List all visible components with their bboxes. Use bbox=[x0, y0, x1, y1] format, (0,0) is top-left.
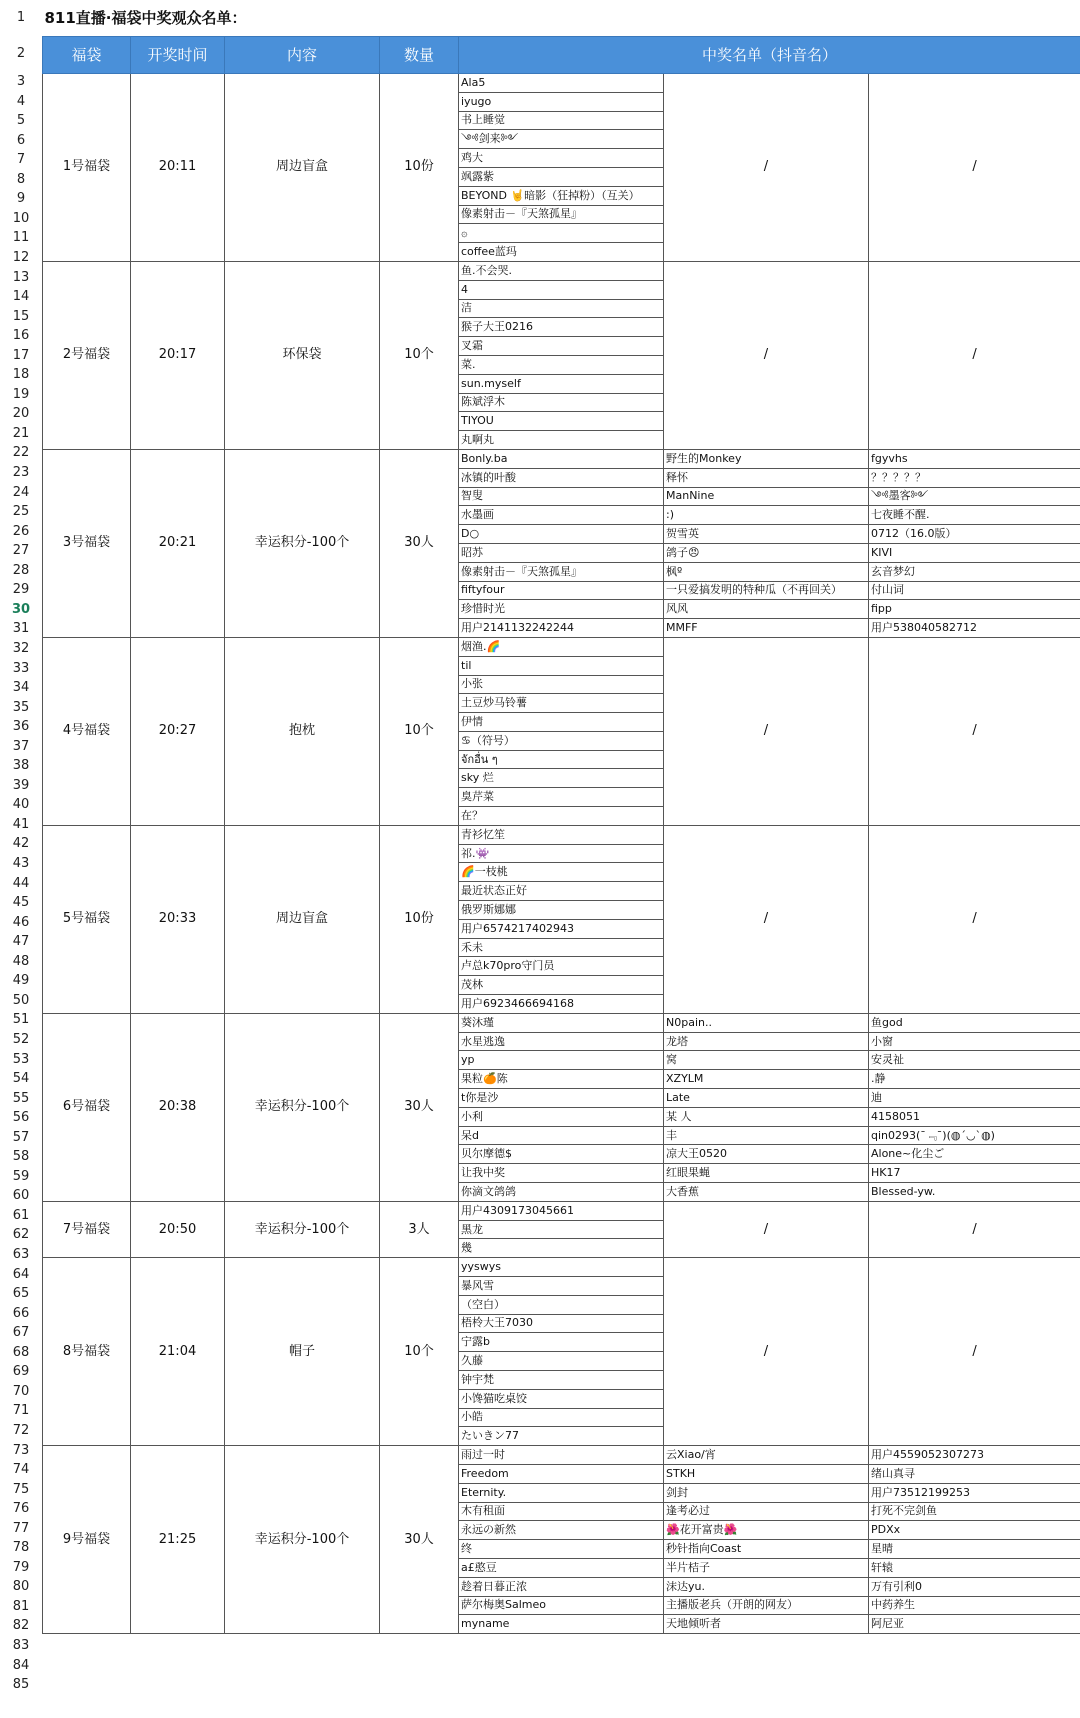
winner-name-cell[interactable]: 小馋猫吃桌饺 bbox=[459, 1389, 664, 1408]
row-number[interactable]: 59 bbox=[12, 1168, 30, 1184]
winner-name-cell[interactable]: 幾 bbox=[459, 1239, 664, 1258]
row-number[interactable]: 17 bbox=[12, 347, 30, 363]
row-number[interactable]: 40 bbox=[12, 797, 30, 813]
row-number[interactable]: 78 bbox=[12, 1540, 30, 1556]
winner-name-cell[interactable]: 陈斌浮木 bbox=[459, 393, 664, 412]
winner-name-cell[interactable]: 你滴文鸽鸽 bbox=[459, 1183, 664, 1202]
row-number[interactable]: 47 bbox=[12, 934, 30, 950]
winner-name-cell[interactable]: 烟渔.🌈 bbox=[459, 637, 664, 656]
content-cell[interactable]: 周边盲盒 bbox=[225, 825, 380, 1013]
content-cell[interactable]: 周边盲盒 bbox=[225, 74, 380, 262]
empty-winner-column-cell[interactable]: / bbox=[664, 825, 869, 1013]
row-number[interactable]: 58 bbox=[12, 1149, 30, 1165]
winner-name-cell[interactable]: sky 烂 bbox=[459, 769, 664, 788]
winner-name-cell[interactable]: 鸡大 bbox=[459, 149, 664, 168]
winner-name-cell[interactable]: 鱼.不会哭. bbox=[459, 261, 664, 280]
winner-name-cell[interactable]: ManNine bbox=[664, 487, 869, 506]
winner-name-cell[interactable]: 🌺花开富贵🌺 bbox=[664, 1521, 869, 1540]
row-number[interactable]: 65 bbox=[12, 1286, 30, 1302]
winner-name-cell[interactable]: 逢考必过 bbox=[664, 1502, 869, 1521]
row-number[interactable]: 2 bbox=[16, 46, 26, 61]
winner-name-cell[interactable]: ۞ bbox=[459, 224, 664, 243]
content-cell[interactable]: 幸运积分-100个 bbox=[225, 449, 380, 637]
header-bag[interactable]: 福袋 bbox=[43, 37, 131, 74]
qty-cell[interactable]: 10份 bbox=[380, 74, 459, 262]
bag-cell[interactable]: 8号福袋 bbox=[43, 1258, 131, 1446]
row-number[interactable]: 46 bbox=[12, 914, 30, 930]
row-number[interactable]: 19 bbox=[12, 386, 30, 402]
sheet-title[interactable]: 811直播·福袋中奖观众名单： bbox=[44, 9, 247, 27]
winner-name-cell[interactable]: 0712（16.0版） bbox=[869, 525, 1080, 544]
time-cell[interactable]: 21:25 bbox=[131, 1446, 225, 1634]
row-number[interactable]: 53 bbox=[12, 1051, 30, 1067]
winner-name-cell[interactable]: 珍惜时光 bbox=[459, 600, 664, 619]
table-row bbox=[43, 449, 1080, 468]
winner-name-cell[interactable]: 鱼god bbox=[869, 1013, 1080, 1032]
row-number[interactable]: 77 bbox=[12, 1520, 30, 1536]
winner-name-cell[interactable]: 小窗 bbox=[869, 1032, 1080, 1051]
row-number[interactable]: 71 bbox=[12, 1403, 30, 1419]
row-number[interactable]: 15 bbox=[12, 308, 30, 324]
winner-name-cell[interactable]: 玄音梦幻 bbox=[869, 562, 1080, 581]
winner-name-cell[interactable]: 茂林 bbox=[459, 976, 664, 995]
winner-name-cell[interactable]: 趁着日暮正浓 bbox=[459, 1577, 664, 1596]
row-number[interactable]: 26 bbox=[12, 523, 30, 539]
winner-name-cell[interactable]: sun.myself bbox=[459, 374, 664, 393]
empty-winner-column-cell[interactable]: / bbox=[869, 1258, 1080, 1446]
winner-name-cell[interactable]: 臭芹菜 bbox=[459, 788, 664, 807]
winner-name-cell[interactable]: 丸啊丸 bbox=[459, 431, 664, 450]
row-number[interactable]: 8 bbox=[16, 171, 26, 187]
winner-name-cell[interactable]: 龙塔 bbox=[664, 1032, 869, 1051]
qty-cell[interactable]: 3人 bbox=[380, 1201, 459, 1257]
winner-name-cell[interactable]: 🌈一枝桃 bbox=[459, 863, 664, 882]
winner-name-cell[interactable]: ♋（符号） bbox=[459, 731, 664, 750]
winner-name-cell[interactable]: 书上睡觉 bbox=[459, 111, 664, 130]
winner-name-cell[interactable]: 主播版老兵（开朗的网友） bbox=[664, 1596, 869, 1615]
winner-name-cell[interactable]: จักอื่น ๆ bbox=[459, 750, 664, 769]
time-cell[interactable]: 20:11 bbox=[131, 74, 225, 262]
row-number[interactable]: 42 bbox=[12, 836, 30, 852]
row-number[interactable]: 49 bbox=[12, 973, 30, 989]
row-number[interactable]: 3 bbox=[16, 74, 26, 89]
winner-name-cell[interactable]: fgyvhs bbox=[869, 449, 1080, 468]
winner-name-cell[interactable]: 祁.👾 bbox=[459, 844, 664, 863]
row-number[interactable]: 27 bbox=[12, 543, 30, 559]
winner-name-cell[interactable]: 雨过一时 bbox=[459, 1446, 664, 1465]
winner-name-cell[interactable]: 打死不完剑鱼 bbox=[869, 1502, 1080, 1521]
row-number[interactable]: 34 bbox=[12, 680, 30, 696]
winner-name-cell[interactable]: 果粒🍊陈 bbox=[459, 1070, 664, 1089]
row-number[interactable]: 23 bbox=[12, 465, 30, 480]
winner-name-cell[interactable]: 昭苏 bbox=[459, 543, 664, 562]
empty-winner-column-cell[interactable]: / bbox=[664, 1201, 869, 1257]
empty-winner-column-cell[interactable]: / bbox=[664, 74, 869, 262]
empty-winner-column-cell[interactable]: / bbox=[869, 825, 1080, 1013]
row-number[interactable]: 45 bbox=[12, 895, 30, 911]
winner-name-cell[interactable]: 小皓 bbox=[459, 1408, 664, 1427]
row-number[interactable]: 62 bbox=[12, 1227, 30, 1243]
header-winners[interactable]: 中奖名单（抖音名） bbox=[459, 37, 1080, 74]
row-number[interactable]: 13 bbox=[12, 269, 30, 285]
winner-name-cell[interactable]: Blessed-yw. bbox=[869, 1183, 1080, 1202]
time-cell[interactable]: 20:50 bbox=[131, 1201, 225, 1257]
winner-name-cell[interactable]: 沫达yu. bbox=[664, 1577, 869, 1596]
winner-name-cell[interactable]: 让我中奖 bbox=[459, 1164, 664, 1183]
winner-name-cell[interactable]: たいきン77 bbox=[459, 1427, 664, 1446]
row-number[interactable]: 28 bbox=[12, 562, 30, 578]
qty-cell[interactable]: 10个 bbox=[380, 261, 459, 449]
row-number[interactable]: 69 bbox=[12, 1364, 30, 1380]
row-number[interactable]: 57 bbox=[12, 1129, 30, 1145]
table-row bbox=[43, 1201, 1080, 1220]
winner-name-cell[interactable]: 贺雪英 bbox=[664, 525, 869, 544]
winner-name-cell[interactable]: 洁 bbox=[459, 299, 664, 318]
winner-name-cell[interactable]: 智叟 bbox=[459, 487, 664, 506]
winner-name-cell[interactable]: 某 人 bbox=[664, 1107, 869, 1126]
winner-name-cell[interactable]: 用户4559052307273 bbox=[869, 1446, 1080, 1465]
row-number[interactable]: 48 bbox=[12, 953, 30, 969]
table-row bbox=[43, 74, 1080, 93]
winner-name-cell[interactable]: 梧柃大王7030 bbox=[459, 1314, 664, 1333]
row-number[interactable]: 39 bbox=[12, 777, 30, 793]
empty-winner-column-cell[interactable]: / bbox=[869, 261, 1080, 449]
row-number[interactable]: 81 bbox=[12, 1598, 30, 1614]
content-cell[interactable]: 幸运积分-100个 bbox=[225, 1013, 380, 1201]
winner-name-cell[interactable]: 一只爱搞发明的特种瓜（不再回关） bbox=[664, 581, 869, 600]
winner-name-cell[interactable]: 呆d bbox=[459, 1126, 664, 1145]
row-number[interactable]: 82 bbox=[12, 1618, 30, 1634]
winner-name-cell[interactable]: 黑龙 bbox=[459, 1220, 664, 1239]
qty-cell[interactable]: 30人 bbox=[380, 1013, 459, 1201]
winner-name-cell[interactable]: ༺剑来༻ bbox=[459, 130, 664, 149]
row-number[interactable]: 74 bbox=[12, 1462, 30, 1478]
winner-name-cell[interactable]: 丰 bbox=[664, 1126, 869, 1145]
winner-name-cell[interactable]: 星晴 bbox=[869, 1540, 1080, 1559]
content-cell[interactable]: 环保袋 bbox=[225, 261, 380, 449]
row-number[interactable]: 61 bbox=[12, 1207, 30, 1223]
winner-name-cell[interactable]: a£憨豆 bbox=[459, 1558, 664, 1577]
winner-name-cell[interactable]: 凉大王0520 bbox=[664, 1145, 869, 1164]
winner-name-cell[interactable]: 用户6574217402943 bbox=[459, 919, 664, 938]
row-number[interactable]: 54 bbox=[12, 1071, 30, 1087]
row-number[interactable]: 4 bbox=[16, 93, 26, 109]
winner-name-cell[interactable]: 土豆炒马铃薯 bbox=[459, 694, 664, 713]
winner-name-cell[interactable]: 用户6923466694168 bbox=[459, 995, 664, 1014]
bag-cell[interactable]: 2号福袋 bbox=[43, 261, 131, 449]
winner-name-cell[interactable]: 猴子大王0216 bbox=[459, 318, 664, 337]
winner-name-cell[interactable]: :) bbox=[664, 506, 869, 525]
row-number[interactable]: 11 bbox=[12, 230, 30, 246]
winner-name-cell[interactable]: 用户2141132242244 bbox=[459, 619, 664, 638]
row-number[interactable]: 76 bbox=[12, 1501, 30, 1517]
content-cell[interactable]: 幸运积分-100个 bbox=[225, 1201, 380, 1257]
winner-name-cell[interactable]: iyugo bbox=[459, 92, 664, 111]
winner-name-cell[interactable]: KIVI bbox=[869, 543, 1080, 562]
winner-name-cell[interactable]: 半片桔子 bbox=[664, 1558, 869, 1577]
qty-cell[interactable]: 30人 bbox=[380, 449, 459, 637]
row-number[interactable]: 80 bbox=[12, 1579, 30, 1595]
row-number[interactable]: 35 bbox=[12, 699, 30, 715]
winner-name-cell[interactable]: TIYOU bbox=[459, 412, 664, 431]
winner-name-cell[interactable]: coffee蓝玛 bbox=[459, 243, 664, 262]
winner-name-cell[interactable]: 云Xiao/宵 bbox=[664, 1446, 869, 1465]
winner-name-cell[interactable]: 终 bbox=[459, 1540, 664, 1559]
winner-name-cell[interactable]: t你是沙 bbox=[459, 1089, 664, 1108]
table-row bbox=[43, 1258, 1080, 1277]
row-number[interactable]: 64 bbox=[12, 1266, 30, 1282]
winner-name-cell[interactable]: 在？ bbox=[459, 807, 664, 826]
row-number[interactable]: 51 bbox=[12, 1012, 30, 1028]
row-number[interactable]: 1 bbox=[16, 10, 26, 25]
qty-cell[interactable]: 10个 bbox=[380, 1258, 459, 1446]
winner-name-cell[interactable]: 萨尔梅奥Salmeo bbox=[459, 1596, 664, 1615]
winner-name-cell[interactable]: 枫º bbox=[664, 562, 869, 581]
winner-name-cell[interactable]: N0pain.. bbox=[664, 1013, 869, 1032]
row-number[interactable]: 41 bbox=[12, 816, 30, 832]
winner-name-cell[interactable]: 禾未 bbox=[459, 938, 664, 957]
qty-cell[interactable]: 10份 bbox=[380, 825, 459, 1013]
row-number[interactable]: 36 bbox=[12, 719, 30, 735]
table-row bbox=[43, 637, 1080, 656]
row-number[interactable]: 16 bbox=[12, 328, 30, 344]
winner-name-cell[interactable]: Eternity. bbox=[459, 1483, 664, 1502]
row-number[interactable]: 29 bbox=[12, 582, 30, 598]
row-number[interactable]: 30 bbox=[11, 601, 31, 617]
winner-name-cell[interactable]: 最近状态正好 bbox=[459, 882, 664, 901]
header-row bbox=[43, 37, 1080, 74]
winner-name-cell[interactable]: 迪 bbox=[869, 1089, 1080, 1108]
row-number[interactable]: 20 bbox=[12, 406, 30, 422]
winner-name-cell[interactable]: 安灵祉 bbox=[869, 1051, 1080, 1070]
winner-name-cell[interactable]: D○ bbox=[459, 525, 664, 544]
winner-name-cell[interactable]: STKH bbox=[664, 1464, 869, 1483]
time-cell[interactable]: 20:38 bbox=[131, 1013, 225, 1201]
winner-name-cell[interactable]: 葵沐瑾 bbox=[459, 1013, 664, 1032]
winner-name-cell[interactable]: 伊情 bbox=[459, 713, 664, 732]
row-number[interactable]: 44 bbox=[12, 875, 30, 891]
winner-name-cell[interactable]: 飒露紫 bbox=[459, 167, 664, 186]
winner-name-cell[interactable]: Alone~化尘ご bbox=[869, 1145, 1080, 1164]
winner-name-cell[interactable]: 小利 bbox=[459, 1107, 664, 1126]
row-number[interactable]: 18 bbox=[12, 367, 30, 383]
winner-name-cell[interactable]: .静 bbox=[869, 1070, 1080, 1089]
bag-cell[interactable]: 4号福袋 bbox=[43, 637, 131, 825]
winner-name-cell[interactable]: 秒针指向Coast bbox=[664, 1540, 869, 1559]
winner-name-cell[interactable]: 用户538040582712 bbox=[869, 619, 1080, 638]
row-number[interactable]: 55 bbox=[12, 1090, 30, 1106]
header-qty[interactable]: 数量 bbox=[380, 37, 459, 74]
row-number[interactable]: 10 bbox=[12, 210, 30, 226]
winner-name-cell[interactable]: 木有租面 bbox=[459, 1502, 664, 1521]
row-number[interactable]: 5 bbox=[16, 113, 26, 129]
winner-name-cell[interactable]: PDXx bbox=[869, 1521, 1080, 1540]
winner-name-cell[interactable]: HK17 bbox=[869, 1164, 1080, 1183]
winner-name-cell[interactable]: fipp bbox=[869, 600, 1080, 619]
winner-name-cell[interactable]: Ala5 bbox=[459, 74, 664, 93]
row-number[interactable]: 38 bbox=[12, 758, 30, 774]
row-number[interactable]: 21 bbox=[12, 425, 30, 441]
empty-winner-column-cell[interactable]: / bbox=[664, 637, 869, 825]
winner-name-cell[interactable]: 俄罗斯娜娜 bbox=[459, 901, 664, 920]
row-number[interactable]: 75 bbox=[12, 1481, 30, 1497]
winner-name-cell[interactable]: 像素射击－『天煞孤星』 bbox=[459, 562, 664, 581]
winner-name-cell[interactable]: 中药养生 bbox=[869, 1596, 1080, 1615]
winner-name-cell[interactable]: 钟宇梵 bbox=[459, 1370, 664, 1389]
winner-name-cell[interactable]: myname bbox=[459, 1615, 664, 1634]
winner-name-cell[interactable]: 野生的Monkey bbox=[664, 449, 869, 468]
row-number[interactable]: 24 bbox=[12, 484, 30, 500]
winner-name-cell[interactable]: 小张 bbox=[459, 675, 664, 694]
winner-name-cell[interactable]: 用户4309173045661 bbox=[459, 1201, 664, 1220]
winner-name-cell[interactable]: 像素射击－『天煞孤星』 bbox=[459, 205, 664, 224]
content-cell[interactable]: 幸运积分-100个 bbox=[225, 1446, 380, 1634]
winner-name-cell[interactable]: 水星逃逸 bbox=[459, 1032, 664, 1051]
title-row bbox=[43, 0, 1080, 37]
winner-name-cell[interactable]: ༺墨客༻ bbox=[869, 487, 1080, 506]
winner-name-cell[interactable]: 轩辕 bbox=[869, 1558, 1080, 1577]
table-row bbox=[43, 825, 1080, 844]
bag-cell[interactable]: 1号福袋 bbox=[43, 74, 131, 262]
winner-name-cell[interactable]: 4 bbox=[459, 280, 664, 299]
row-number[interactable]: 60 bbox=[12, 1188, 30, 1204]
winner-name-cell[interactable]: 七夜睡不醒. bbox=[869, 506, 1080, 525]
row-number[interactable]: 6 bbox=[16, 132, 26, 148]
winner-name-cell[interactable]: Bonly.ba bbox=[459, 449, 664, 468]
time-cell[interactable]: 20:33 bbox=[131, 825, 225, 1013]
row-number[interactable]: 33 bbox=[12, 660, 30, 676]
winner-name-cell[interactable]: BEYOND 🤘暗影（狂掉粉）（互关） bbox=[459, 186, 664, 205]
empty-winner-column-cell[interactable]: / bbox=[869, 1201, 1080, 1257]
winner-name-cell[interactable]: 久藤 bbox=[459, 1352, 664, 1371]
empty-winner-column-cell[interactable]: / bbox=[664, 1258, 869, 1446]
table-row bbox=[43, 1446, 1080, 1465]
row-number[interactable]: 14 bbox=[12, 289, 30, 305]
winner-name-cell[interactable]: 红眼果蝇 bbox=[664, 1164, 869, 1183]
winner-name-cell[interactable]: XZYLM bbox=[664, 1070, 869, 1089]
row-number[interactable]: 31 bbox=[12, 621, 30, 637]
winner-name-cell[interactable]: ？？？？？ bbox=[869, 468, 1080, 487]
bag-cell[interactable]: 6号福袋 bbox=[43, 1013, 131, 1201]
table-row bbox=[43, 1013, 1080, 1032]
row-number[interactable]: 70 bbox=[12, 1383, 30, 1399]
winner-name-cell[interactable]: 剑封 bbox=[664, 1483, 869, 1502]
row-number[interactable]: 25 bbox=[12, 504, 30, 520]
content-cell[interactable]: 帽子 bbox=[225, 1258, 380, 1446]
row-number[interactable]: 68 bbox=[12, 1344, 30, 1360]
empty-winner-column-cell[interactable]: / bbox=[664, 261, 869, 449]
winner-name-cell[interactable]: yp bbox=[459, 1051, 664, 1070]
winner-name-cell[interactable]: 暴风雪 bbox=[459, 1277, 664, 1296]
header-content[interactable]: 内容 bbox=[225, 37, 380, 74]
time-cell[interactable]: 20:27 bbox=[131, 637, 225, 825]
winner-name-cell[interactable]: 风风 bbox=[664, 600, 869, 619]
row-number[interactable]: 73 bbox=[12, 1442, 30, 1458]
row-number[interactable]: 67 bbox=[12, 1325, 30, 1341]
row-number[interactable]: 79 bbox=[12, 1559, 30, 1575]
winner-name-cell[interactable]: 贝尔摩德$ bbox=[459, 1145, 664, 1164]
row-number[interactable]: 37 bbox=[12, 738, 30, 754]
winner-name-cell[interactable]: 万有引利0 bbox=[869, 1577, 1080, 1596]
winner-name-cell[interactable]: 卢总k70pro守门员 bbox=[459, 957, 664, 976]
bag-cell[interactable]: 5号福袋 bbox=[43, 825, 131, 1013]
row-number[interactable]: 63 bbox=[12, 1247, 30, 1262]
row-number[interactable]: 56 bbox=[12, 1110, 30, 1126]
time-cell[interactable]: 21:04 bbox=[131, 1258, 225, 1446]
winner-name-cell[interactable]: Freedom bbox=[459, 1464, 664, 1483]
row-number[interactable]: 83 bbox=[12, 1638, 30, 1653]
row-number[interactable]: 12 bbox=[12, 249, 30, 265]
winners-table bbox=[42, 0, 1080, 1634]
winner-name-cell[interactable]: 4158051 bbox=[869, 1107, 1080, 1126]
qty-cell[interactable]: 30人 bbox=[380, 1446, 459, 1634]
winner-name-cell[interactable]: Late bbox=[664, 1089, 869, 1108]
winner-name-cell[interactable]: 释怀 bbox=[664, 468, 869, 487]
winner-name-cell[interactable]: 永远の新然 bbox=[459, 1521, 664, 1540]
bag-cell[interactable]: 3号福袋 bbox=[43, 449, 131, 637]
time-cell[interactable]: 20:21 bbox=[131, 449, 225, 637]
empty-winner-column-cell[interactable]: / bbox=[869, 74, 1080, 262]
row-number[interactable]: 43 bbox=[12, 856, 30, 871]
winner-name-cell[interactable]: 冰镇的叶酸 bbox=[459, 468, 664, 487]
winner-name-cell[interactable]: qin0293(ˉ﹃ˉ)(◍´◡`◍) bbox=[869, 1126, 1080, 1145]
winner-name-cell[interactable]: 阿尼亚 bbox=[869, 1615, 1080, 1634]
bag-cell[interactable]: 7号福袋 bbox=[43, 1201, 131, 1257]
winner-name-cell[interactable]: 绪山真寻 bbox=[869, 1464, 1080, 1483]
row-number[interactable]: 7 bbox=[16, 152, 26, 168]
row-number[interactable]: 9 bbox=[16, 191, 26, 207]
row-number[interactable]: 32 bbox=[12, 640, 30, 656]
winner-name-cell[interactable]: 天地倾听者 bbox=[664, 1615, 869, 1634]
winner-name-cell[interactable]: 窝 bbox=[664, 1051, 869, 1070]
bag-cell[interactable]: 9号福袋 bbox=[43, 1446, 131, 1634]
winner-name-cell[interactable]: （空白） bbox=[459, 1295, 664, 1314]
winner-name-cell[interactable]: 用户73512199253 bbox=[869, 1483, 1080, 1502]
winner-name-cell[interactable]: MMFF bbox=[664, 619, 869, 638]
winner-name-cell[interactable]: 青衫忆笙 bbox=[459, 825, 664, 844]
time-cell[interactable]: 20:17 bbox=[131, 261, 225, 449]
table-row bbox=[43, 261, 1080, 280]
winner-name-cell[interactable]: 水墨画 bbox=[459, 506, 664, 525]
row-number[interactable]: 52 bbox=[12, 1031, 30, 1047]
header-time[interactable]: 开奖时间 bbox=[131, 37, 225, 74]
winner-name-cell[interactable]: 鸽子😠 bbox=[664, 543, 869, 562]
row-number[interactable]: 22 bbox=[12, 445, 30, 461]
winner-name-cell[interactable]: 菜. bbox=[459, 355, 664, 374]
row-number[interactable]: 50 bbox=[12, 992, 30, 1008]
row-number[interactable]: 66 bbox=[12, 1305, 30, 1321]
winner-name-cell[interactable]: 付山词 bbox=[869, 581, 1080, 600]
winner-name-cell[interactable]: fiftyfour bbox=[459, 581, 664, 600]
winner-name-cell[interactable]: til bbox=[459, 656, 664, 675]
content-cell[interactable]: 抱枕 bbox=[225, 637, 380, 825]
row-number[interactable]: 85 bbox=[12, 1677, 30, 1693]
qty-cell[interactable]: 10个 bbox=[380, 637, 459, 825]
winner-name-cell[interactable]: 大香蕉 bbox=[664, 1183, 869, 1202]
empty-winner-column-cell[interactable]: / bbox=[869, 637, 1080, 825]
winner-name-cell[interactable]: yyswys bbox=[459, 1258, 664, 1277]
winner-name-cell[interactable]: 叉霜 bbox=[459, 337, 664, 356]
winner-name-cell[interactable]: 宁露b bbox=[459, 1333, 664, 1352]
row-number[interactable]: 72 bbox=[12, 1422, 30, 1438]
row-number[interactable]: 84 bbox=[12, 1657, 30, 1673]
